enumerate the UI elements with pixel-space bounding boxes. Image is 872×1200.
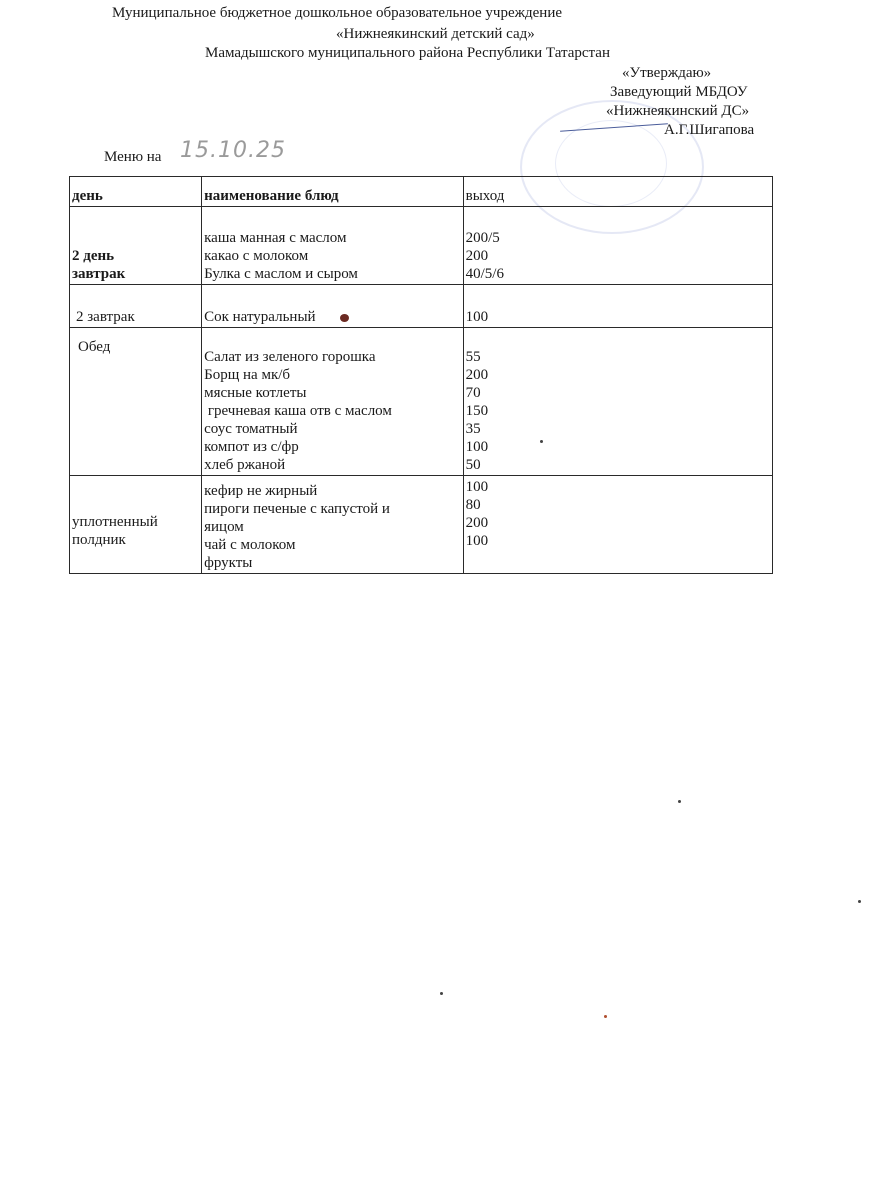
approval-line1: «Утверждаю» — [622, 65, 712, 81]
meal-label: уплотненный — [72, 514, 158, 530]
dish-cell — [202, 328, 464, 476]
menu-title-label: Меню на — [104, 149, 162, 165]
meal-label: полдник — [72, 532, 126, 548]
meal-label: завтрак — [72, 266, 126, 282]
menu-table — [69, 176, 773, 574]
output-item: 80 — [465, 497, 481, 513]
dish-item: кефир не жирный — [204, 483, 318, 499]
output-item: 70 — [465, 385, 481, 401]
output-item: 35 — [465, 421, 481, 437]
meal-cell — [70, 476, 202, 574]
table-row — [70, 285, 773, 328]
meal-cell — [70, 328, 202, 476]
output-item: 40/5/6 — [465, 266, 504, 282]
header-output: выход — [463, 177, 772, 207]
org-name-line1: Муниципальное бюджетное дошкольное образовательное учреждение — [112, 5, 562, 21]
scan-speck — [540, 440, 543, 443]
output-item: 200 — [465, 248, 489, 264]
approval-signatory: А.Г.Шигапова — [664, 122, 755, 138]
dish-item: гречневая каша отв с маслом — [204, 403, 392, 419]
output-item: 200 — [465, 515, 489, 531]
table-row — [70, 476, 773, 574]
approval-line3: «Нижнеякинский ДС» — [606, 103, 750, 119]
output-item: 200/5 — [465, 230, 500, 246]
dish-item: Булка с маслом и сыром — [204, 266, 358, 282]
output-item: 55 — [465, 349, 481, 365]
scan-speck — [678, 800, 681, 803]
dish-item: Сок натуральный — [204, 309, 316, 325]
meal-label: 2 день — [72, 248, 115, 264]
table-header-row — [70, 177, 773, 207]
dish-cell — [202, 476, 464, 574]
dish-item: Борщ на мк/б — [204, 367, 291, 383]
meal-label: 2 завтрак — [76, 309, 135, 325]
dish-item: каша манная с маслом — [204, 230, 347, 246]
dish-item: соус томатный — [204, 421, 298, 437]
dish-cell — [202, 285, 464, 328]
dish-item: хлеб ржаной — [204, 457, 286, 473]
scan-speck — [604, 1015, 607, 1018]
dish-item: мясные котлеты — [204, 385, 307, 401]
meal-cell — [70, 207, 202, 285]
header-day: день — [70, 177, 202, 207]
output-cell — [463, 476, 772, 574]
output-item: 100 — [465, 479, 489, 495]
meal-label: Обед — [78, 339, 111, 355]
output-cell — [463, 285, 772, 328]
dish-cell — [202, 207, 464, 285]
dish-item: фрукты — [204, 555, 253, 571]
output-cell — [463, 328, 772, 476]
dish-item: пироги печеные с капустой и — [204, 501, 390, 517]
output-item: 200 — [465, 367, 489, 383]
dish-item: компот из с/фр — [204, 439, 299, 455]
output-item: 100 — [465, 533, 489, 549]
dish-item: чай с молоком — [204, 537, 296, 553]
menu-date-handwritten: 15.10.25 — [180, 138, 286, 163]
scan-speck — [440, 992, 443, 995]
dish-item: Салат из зеленого горошка — [204, 349, 376, 365]
table-row — [70, 328, 773, 476]
output-cell — [463, 207, 772, 285]
dish-item: яицом — [204, 519, 244, 535]
meal-cell — [70, 285, 202, 328]
org-name-line2: «Нижнеякинский детский сад» — [336, 26, 535, 42]
org-name-line3: Мамадышского муниципального района Республики Татарстан — [205, 45, 610, 61]
ink-blot-mark — [340, 314, 349, 322]
header-dish: наименование блюд — [202, 177, 464, 207]
output-item: 100 — [465, 439, 489, 455]
dish-item: какао с молоком — [204, 248, 309, 264]
scan-speck — [858, 900, 861, 903]
approval-line2: Заведующий МБДОУ — [610, 84, 748, 100]
output-item: 100 — [465, 309, 489, 325]
output-item: 50 — [465, 457, 481, 473]
output-item: 150 — [465, 403, 489, 419]
table-row — [70, 207, 773, 285]
